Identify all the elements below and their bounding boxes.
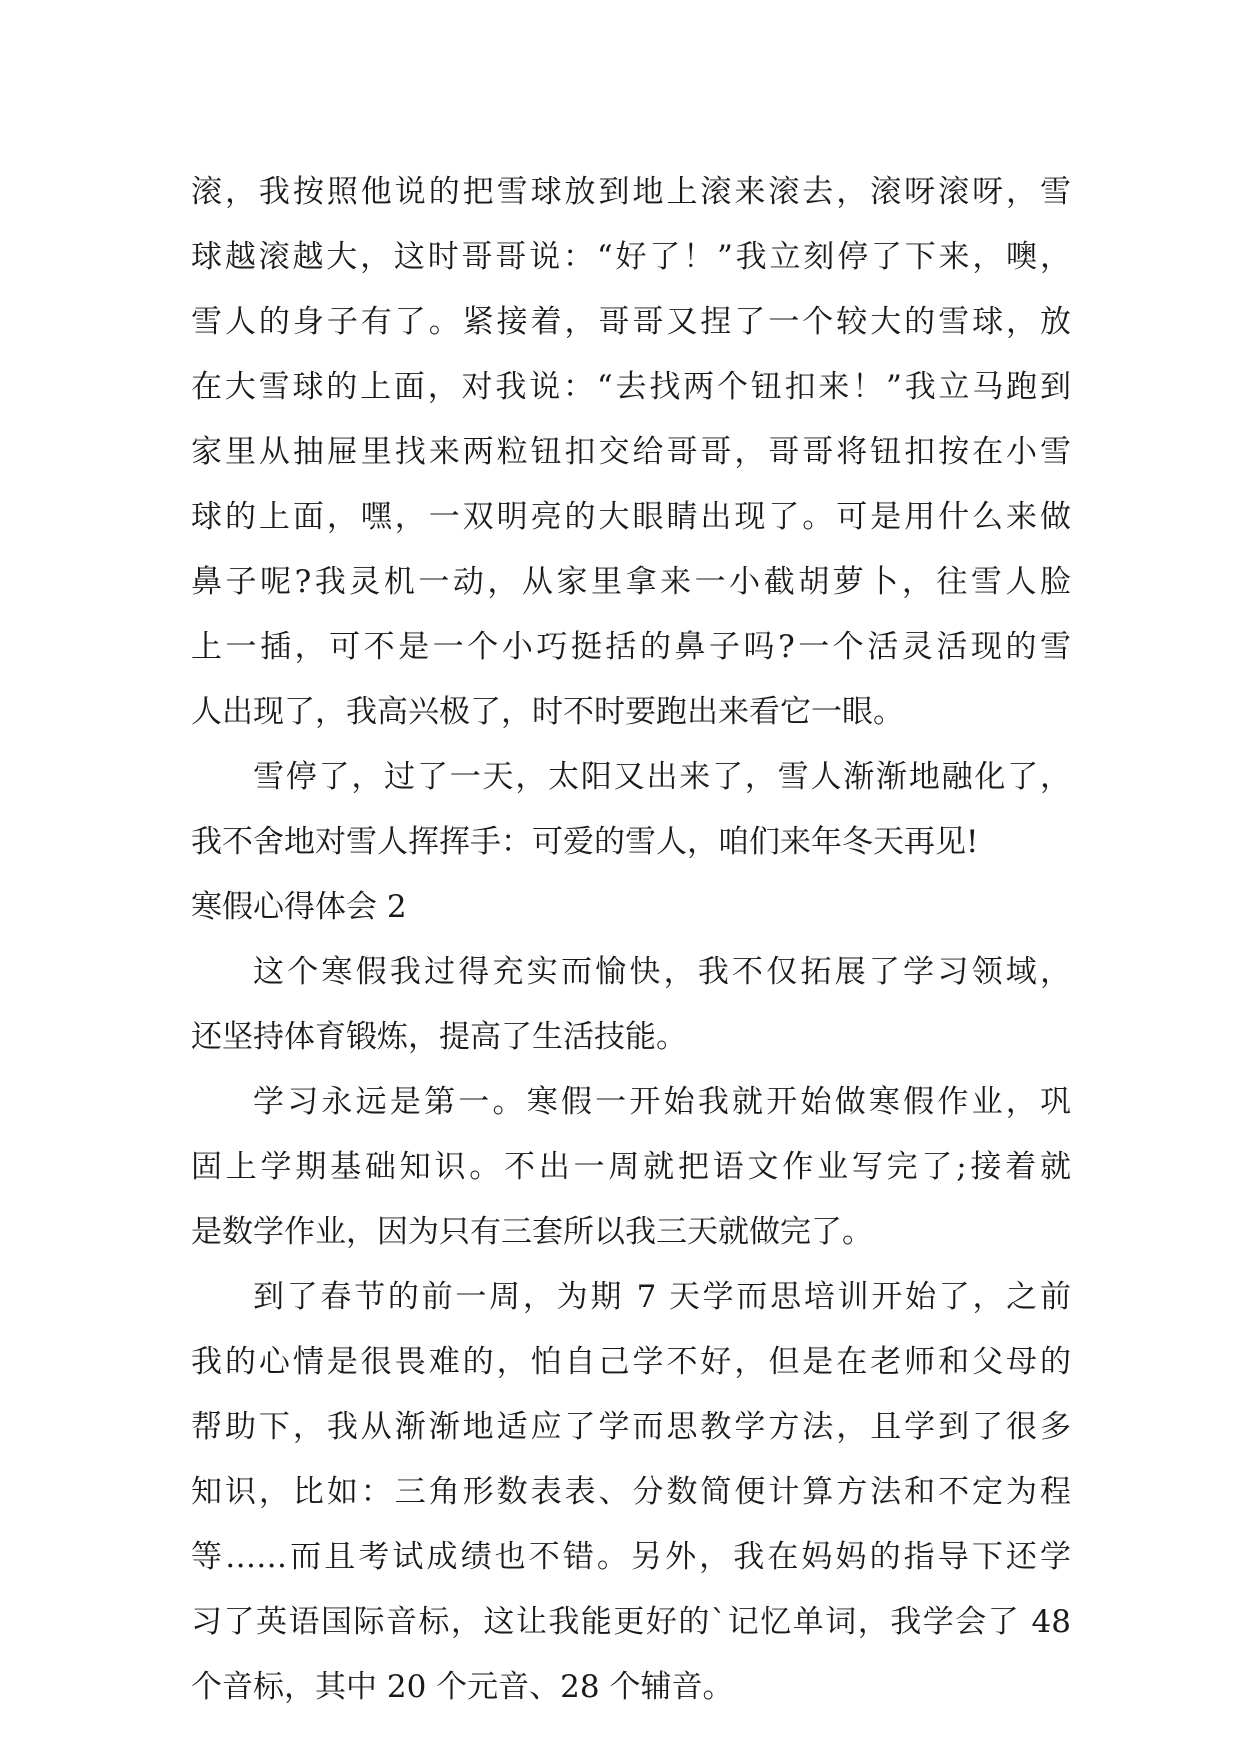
text-line: 帮助下，我从渐渐地适应了学而思教学方法，且学到了很多 [191,1409,1071,1445]
text-line: 知识，比如：三角形数表表、分数简便计算方法和不定为程 [191,1474,1071,1510]
text-line: 上一插，可不是一个小巧挺括的鼻子吗?一个活灵活现的雪 [191,629,1071,665]
text-line: 固上学期基础知识。不出一周就把语文作业写完了;接着就 [191,1149,1071,1185]
text-line: 等……而且考试成绩也不错。另外，我在妈妈的指导下还学 [191,1539,1071,1575]
text-line: 习了英语国际音标，这让我能更好的`记忆单词，我学会了 48 [191,1604,1071,1640]
text-line: 家里从抽屉里找来两粒钮扣交给哥哥，哥哥将钮扣按在小雪 [191,434,1071,470]
text-line: 雪人的身子有了。紧接着，哥哥又捏了一个较大的雪球，放 [191,304,1071,340]
paragraph-first-line: 学习永远是第一。寒假一开始我就开始做寒假作业，巩 [253,1084,1071,1120]
document-body [191,160,1071,1720]
paragraph-first-line: 这个寒假我过得充实而愉快，我不仅拓展了学习领域， [253,954,1071,990]
text-line: 我不舍地对雪人挥挥手：可爱的雪人，咱们来年冬天再见! [191,824,979,860]
paragraph-first-line: 到了春节的前一周，为期 7 天学而思培训开始了，之前 [253,1279,1071,1315]
text-line: 球越滚越大，这时哥哥说：“好了！”我立刻停了下来，噢， [191,239,1071,275]
text-line: 在大雪球的上面，对我说：“去找两个钮扣来！”我立马跑到 [191,369,1071,405]
text-line: 鼻子呢?我灵机一动，从家里拿来一小截胡萝卜，往雪人脸 [191,564,1071,600]
section-heading: 寒假心得体会 2 [191,889,407,925]
text-line: 球的上面，嘿，一双明亮的大眼睛出现了。可是用什么来做 [191,499,1071,535]
text-line: 还坚持体育锻炼，提高了生活技能。 [191,1019,687,1055]
paragraph-first-line: 雪停了，过了一天，太阳又出来了，雪人渐渐地融化了， [253,759,1071,795]
text-line: 个音标，其中 20 个元音、28 个辅音。 [191,1669,734,1705]
text-line: 人出现了，我高兴极了，时不时要跑出来看它一眼。 [191,694,904,730]
text-line: 我的心情是很畏难的，怕自己学不好，但是在老师和父母的 [191,1344,1071,1380]
text-line: 是数学作业，因为只有三套所以我三天就做完了。 [191,1214,873,1250]
text-line: 滚，我按照他说的把雪球放到地上滚来滚去，滚呀滚呀，雪 [191,174,1071,210]
